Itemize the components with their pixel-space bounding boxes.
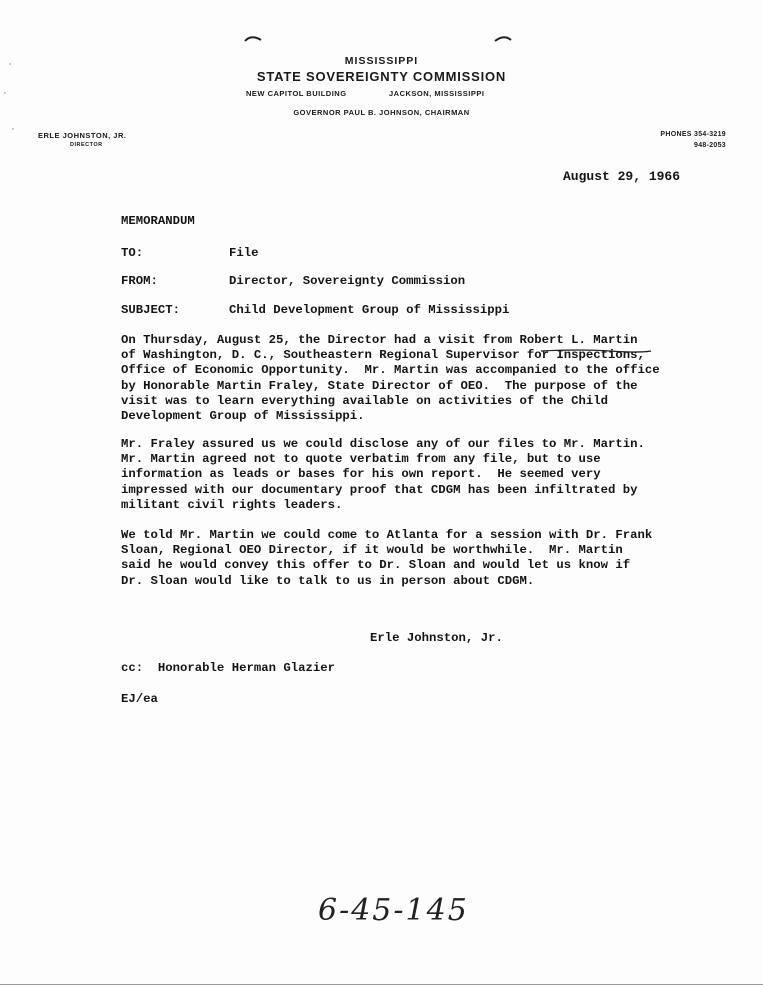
body-paragraph: On Thursday, August 25, the Director had a visit from Robert L. Martin of Washington, D. C., Southeastern Regional Supervisor for Inspections, Office of Economic Opportunity. Mr. Martin was accompanied to the office by Honorable Martin Fraley, State Director of OEO. The purpose of the visit was to learn everything available on activities of the Child Development Group of Mississippi. <box>121 333 660 424</box>
to-label: TO: <box>121 246 144 260</box>
body-paragraph: Mr. Fraley assured us we could disclose any of our files to Mr. Martin. Mr. Martin agreed not to quote verbatim from any file, but to use information as leads or bases for his own report. He seemed very impressed with our documentary proof that CDGM has been infiltrated by militant civil rights leaders. <box>121 437 645 512</box>
memo-heading: MEMORANDUM <box>121 214 195 228</box>
to-value: File <box>229 246 259 260</box>
scan-speck <box>12 128 14 130</box>
handwritten-file-number: 6-45-145 <box>318 893 469 928</box>
letterhead-governor: GOVERNOR PAUL B. JOHNSON, CHAIRMAN <box>293 108 470 117</box>
scan-edge <box>0 984 763 985</box>
subject-label: SUBJECT: <box>121 303 181 317</box>
scan-mark <box>494 34 512 42</box>
signature-name: Erle Johnston, Jr. <box>370 631 503 645</box>
cc-line: cc: Honorable Herman Glazier <box>121 661 336 675</box>
phones-line-2: 948-2053 <box>694 142 726 149</box>
body-paragraph: We told Mr. Martin we could come to Atlanta for a session with Dr. Frank Sloan, Regional OEO Director, if it would be worthwhile. Mr. Martin said he would convey this offer to Dr. Sloan and would let us know if Dr. Sloan would like to talk to us in person about CDGM. <box>121 528 653 588</box>
letterhead-address-right: JACKSON, MISSISSIPPI <box>389 89 485 98</box>
from-label: FROM: <box>121 274 158 288</box>
letterhead-org: STATE SOVEREIGNTY COMMISSION <box>256 69 507 84</box>
director-title: DIRECTOR <box>70 142 103 148</box>
letterhead-address-left: NEW CAPITOL BUILDING <box>246 89 347 98</box>
handwritten-underline <box>540 348 652 354</box>
from-value: Director, Sovereignty Commission <box>229 274 466 288</box>
director-name: ERLE JOHNSTON, JR. <box>38 131 127 140</box>
letterhead-state: MISSISSIPPI <box>344 55 419 67</box>
scan-mark <box>244 34 262 42</box>
phones-line-1: PHONES 354-3219 <box>660 131 726 138</box>
initials: EJ/ea <box>121 692 158 706</box>
memo-date: August 29, 1966 <box>563 169 681 184</box>
subject-value: Child Development Group of Mississippi <box>229 303 510 317</box>
scan-speck <box>4 92 6 94</box>
